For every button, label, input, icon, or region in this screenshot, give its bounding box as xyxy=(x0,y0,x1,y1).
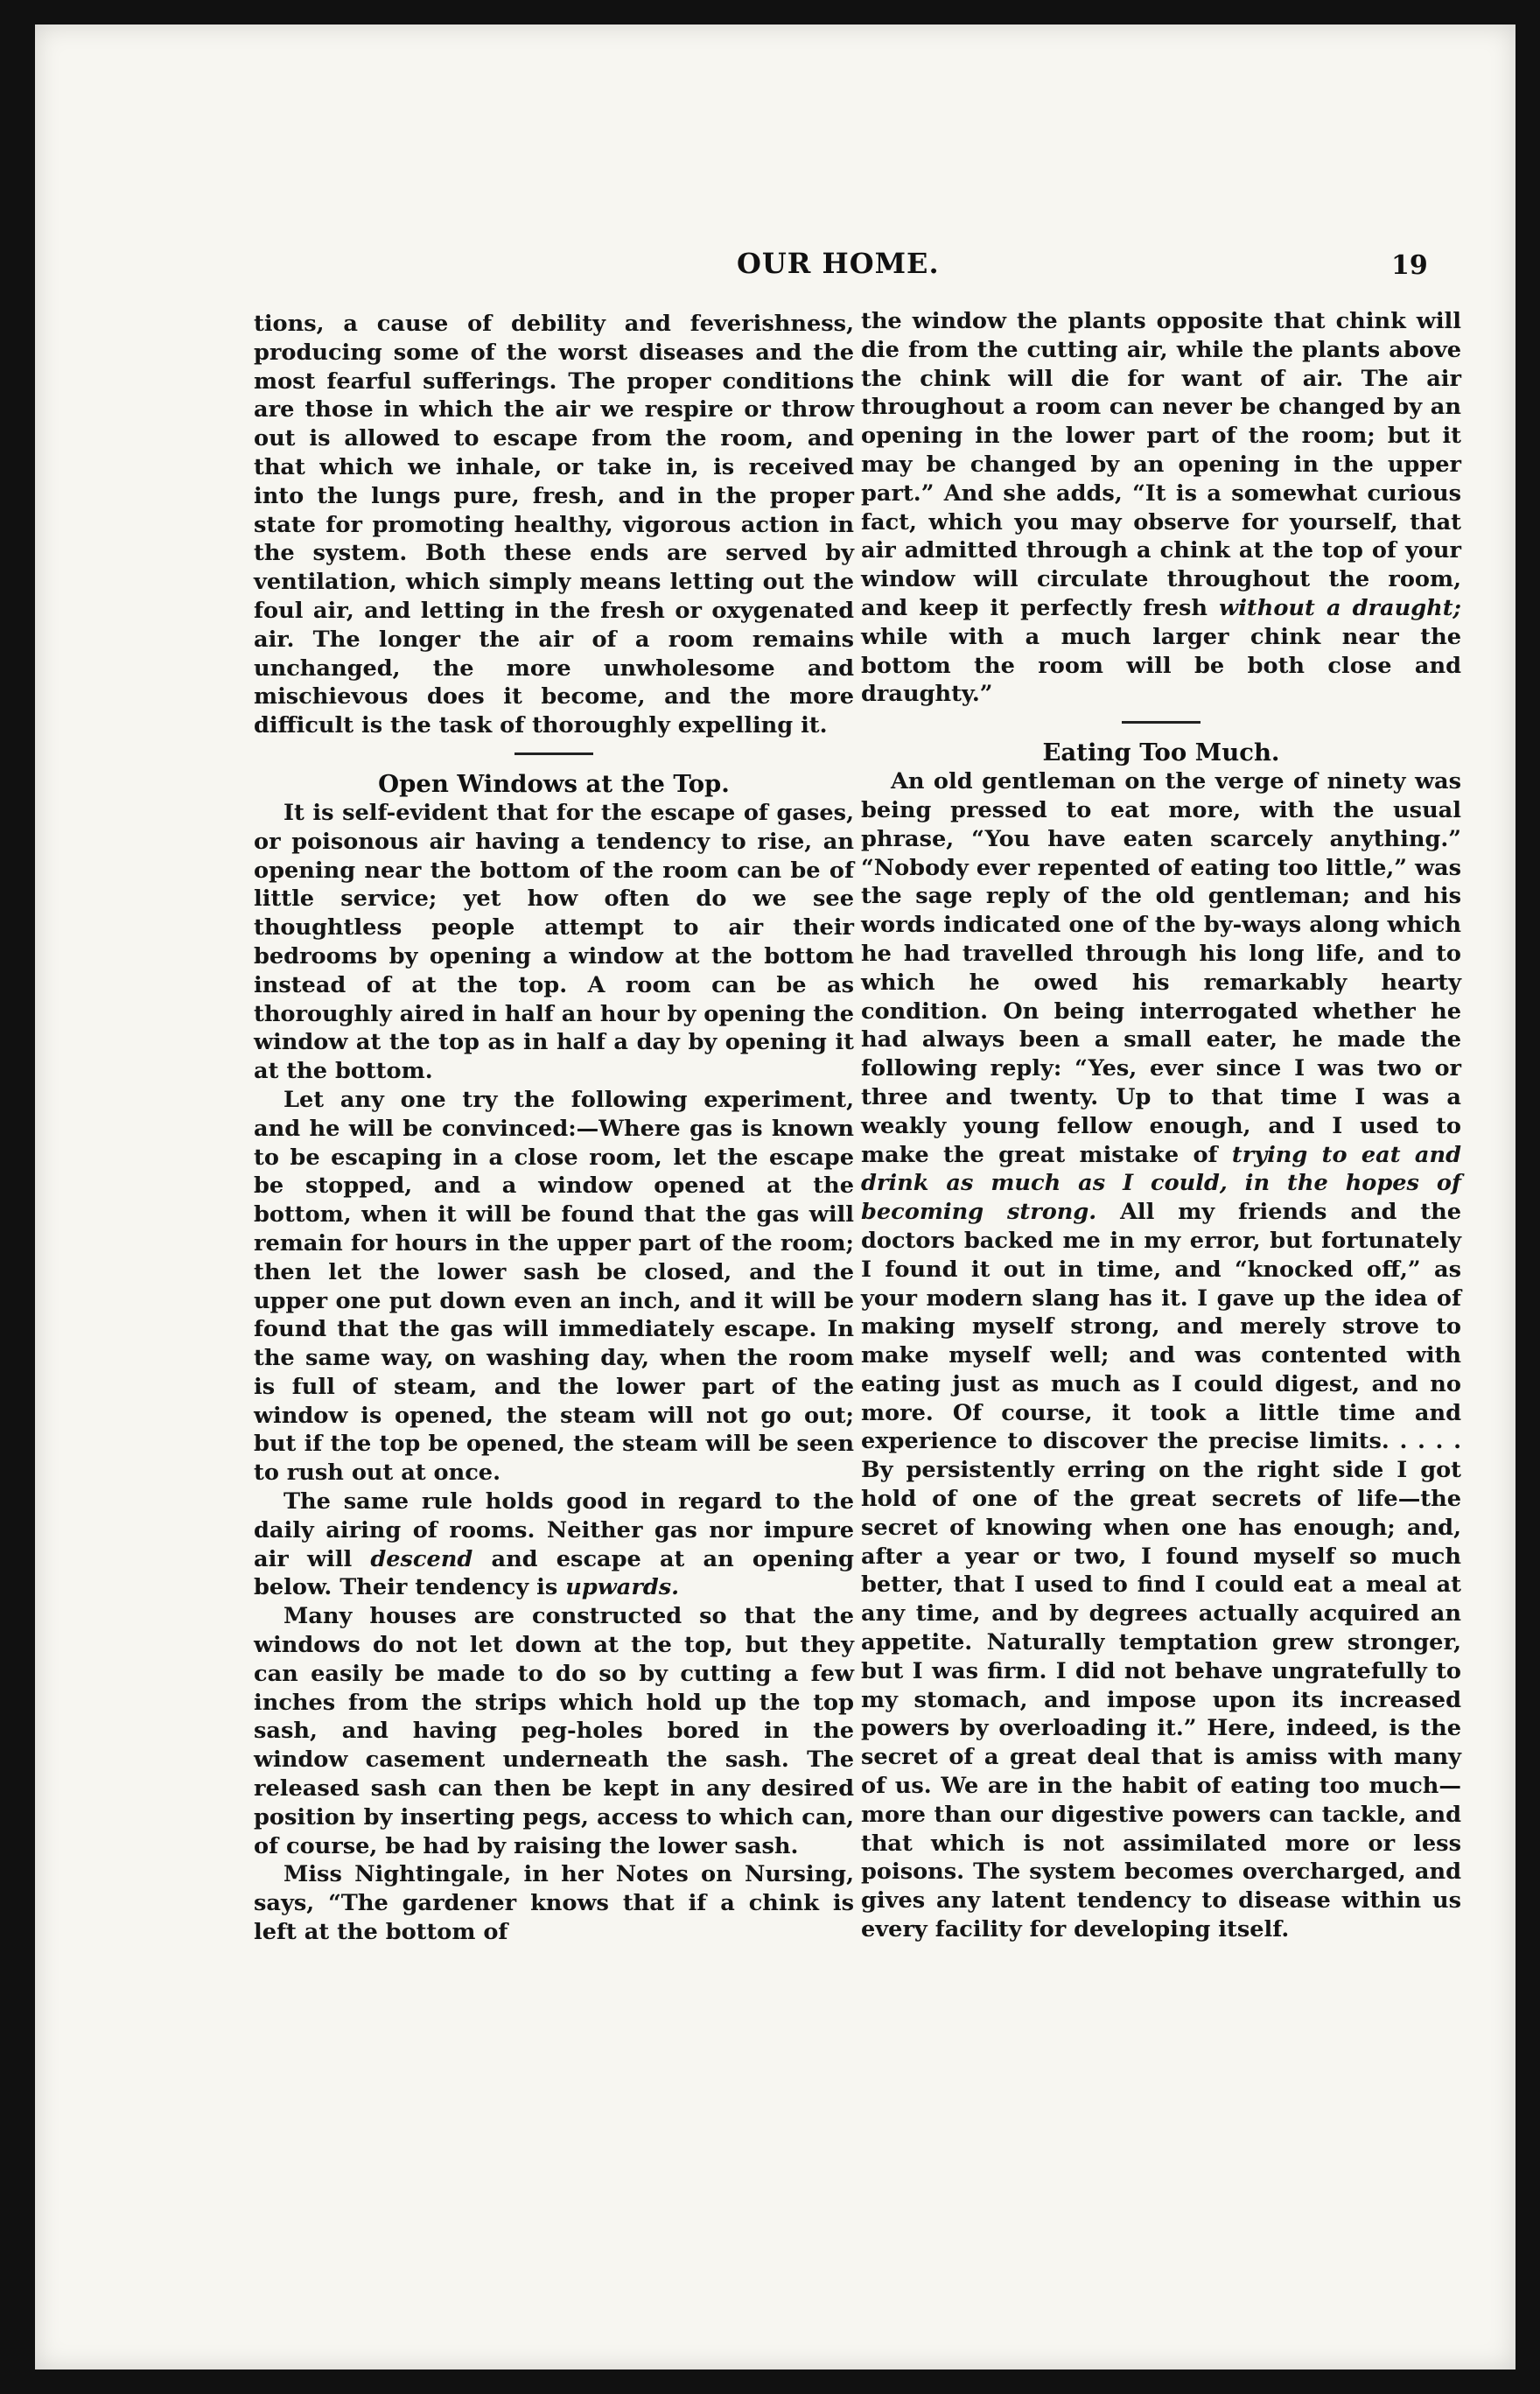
book-page xyxy=(35,24,1516,2370)
running-title: OUR HOME. xyxy=(737,247,940,280)
section-divider xyxy=(514,752,593,755)
paragraph: An old gentleman on the verge of ninety was being pressed to eat more, with the usual phrase, “You have eaten scarcely anything.” “Nobody ever repented of eating too little,” was the sage reply of the old gentleman; and his words indicated one of the by-ways along which he had travelled through his long life, and to which he owed his remarkably hearty condition. On being interrogated whether he had always been a small eater, he made the following reply: “Yes, ever since I was two or three and twenty. Up to that time I was a weakly young fellow enough, and I used to make the great mistake of trying to eat and drink as much as I could, in the hopes of becoming strong. All my friends and the doctors backed me in my error, but fortunately I found it out in time, and “knocked off,” as your modern slang has it. I gave up the idea of making myself strong, and merely strove to make myself well; and was contented with eating just as much as I could digest, and no more. Of course, it took a little time and experience to discover the precise limits. . . . . By persistently erring on the right side I got hold of one of the great secrets of life—the secret of knowing when one has enough; and, after a year or two, I found myself so much better, that I used to find I could eat a meal at any time, and by degrees actually acquired an appetite. Naturally temptation grew stronger, but I was firm. I did not behave ungratefully to my stomach, and impose upon its increased powers by overloading it.” Here, indeed, is the secret of a great deal that is amiss with many of us. We are in the habit of eating too much—more than our digestive powers can tackle, and that which is not assimilated more or less poisons. The system becomes overcharged, and gives any latent tendency to disease within us every facility for developing itself. xyxy=(861,768,1461,1943)
continued-paragraph: the window the plants opposite that chink will die from the cutting air, while the plants above the chink will die for want of air. The air throughout a room can never be changed by an opening in the lower part of the room; but it may be changed by an opening in the upper part.” And she adds, “It is a somewhat curious fact, which you may observe for yourself, that air admitted through a chink at the top of your window will circulate throughout the room, and keep it perfectly fresh without a draught; while with a much larger chink near the bottom the room will be both close and draughty.” xyxy=(861,308,1461,708)
page-number: 19 xyxy=(1391,250,1428,281)
paragraph: Many houses are constructed so that the windows do not let down at the top, but they can easily be made to do so by cutting a few inches from the strips which hold up the top sash, and having peg-holes bored in the window casement underneath the sash. The released sash can then be kept in any desired position by inserting pegs, access to which can, of course, be had by raising the lower sash. xyxy=(254,1603,854,1859)
paragraph: Let any one try the following experiment, and he will be convinced:—Where gas is known to be escaping in a close room, let the escape be stopped, and a window opened at the bottom, when it will be found that the gas will remain for hours in the upper part of the room; then let the lower sash be closed, and the upper one put down even an inch, and it will be found that the gas will immediately escape. In the same way, on washing day, when the room is full of steam, and the lower part of the window is opened, the steam will not go out; but if the top be opened, the steam will be seen to rush out at once. xyxy=(254,1086,854,1487)
section-heading-open-windows: Open Windows at the Top. xyxy=(378,769,730,798)
section-heading-eating-too-much: Eating Too Much. xyxy=(1042,738,1280,767)
emphasis: trying to eat and drink as much as I could, in the hopes of becoming strong. xyxy=(861,1141,1461,1226)
paragraph: The same rule holds good in regard to the daily airing of rooms. Neither gas nor impure air will descend and escape at an opening below. Their tendency is upwards. xyxy=(254,1488,854,1601)
right-column xyxy=(861,307,1461,1944)
section-divider xyxy=(1122,721,1200,724)
paragraph: It is self-evident that for the escape of gases, or poisonous air having a tendency to rise, an opening near the bottom of the room can be of little service; yet how often do we see thoughtless people attempt to air their bedrooms by opening a window at the bottom instead of at the top. A room can be as thoroughly aired in half an hour by opening the window at the top as in half a day by opening it at the bottom. xyxy=(254,799,854,1085)
emphasis: upwards. xyxy=(565,1574,680,1601)
emphasis: without a draught; xyxy=(1219,594,1461,621)
page-header xyxy=(35,242,1516,294)
intro-paragraph: tions, a cause of debility and feverishness, producing some of the worst diseases and the most fearful sufferings. The proper conditions are those in which the air we respire or throw out is allowed to escape from the room, and that which we inhale, or take in, is received into the lungs pure, fresh, and in the proper state for promoting healthy, vigorous action in the system. Both these ends are served by ventilation, which simply means letting out the foul air, and letting in the fresh or oxygenated air. The longer the air of a room remains unchanged, the more unwholesome and mischievous does it become, and the more difficult is the task of thoroughly expelling it. xyxy=(254,311,854,739)
left-column xyxy=(254,310,854,1947)
emphasis: descend xyxy=(370,1545,473,1572)
paragraph: Miss Nightingale, in her Notes on Nursing, says, “The gardener knows that if a chink is left at the bottom of xyxy=(254,1861,854,1946)
